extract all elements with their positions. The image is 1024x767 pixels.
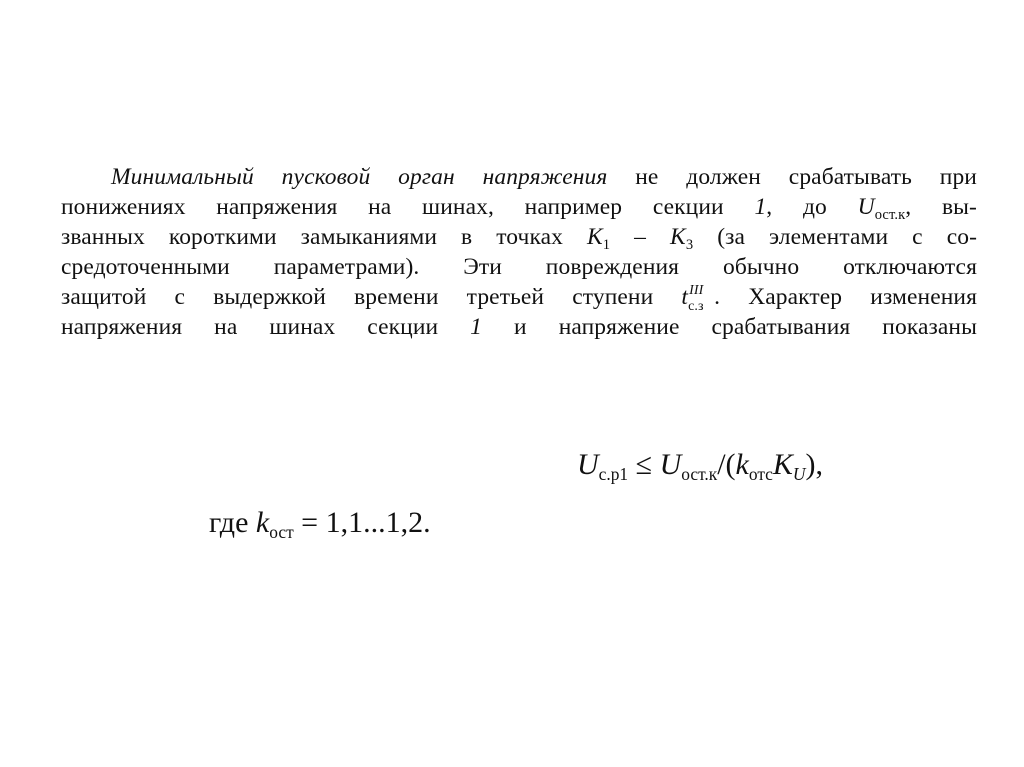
symbol-K1: K — [587, 224, 603, 250]
formula-where-clause: где $k_{ост} = 1,1...1,2$. — [209, 506, 431, 543]
body-paragraph — [61, 162, 977, 342]
symbol-K3: K — [670, 224, 686, 250]
paragraph-line-5: защитой с выдержкой времени третьей ступени t III с.з . Характер изменения — [61, 283, 977, 314]
symbol-U-residual: U — [857, 194, 875, 220]
paragraph-line-3: званных короткими замыканиями в точках $K_1 - K_3$ (за элементами с со- — [61, 224, 978, 254]
formula-pickup-voltage: $U_{с.р1} \le U_{ост.к}/(k_{отс}K_U)$, — [577, 448, 823, 485]
paragraph-line-4: средоточенными параметрами). Эти повреждения обычно отключаются — [61, 254, 977, 280]
paragraph-line-6: напряжения на шинах секции 1 и напряжение срабатывания показаны — [61, 314, 977, 340]
term-minimal-voltage-starter: Минимальный пусковой орган напряжения — [111, 164, 608, 190]
paragraph-line-2: понижениях напряжения на шинах, например секции 1, до $U_{ост.к}$, вы- — [61, 194, 977, 224]
paragraph-line-1: Минимальный пусковой орган напряжения не должен срабатывать при — [111, 164, 977, 190]
symbol-t-stage3: t — [681, 284, 689, 310]
